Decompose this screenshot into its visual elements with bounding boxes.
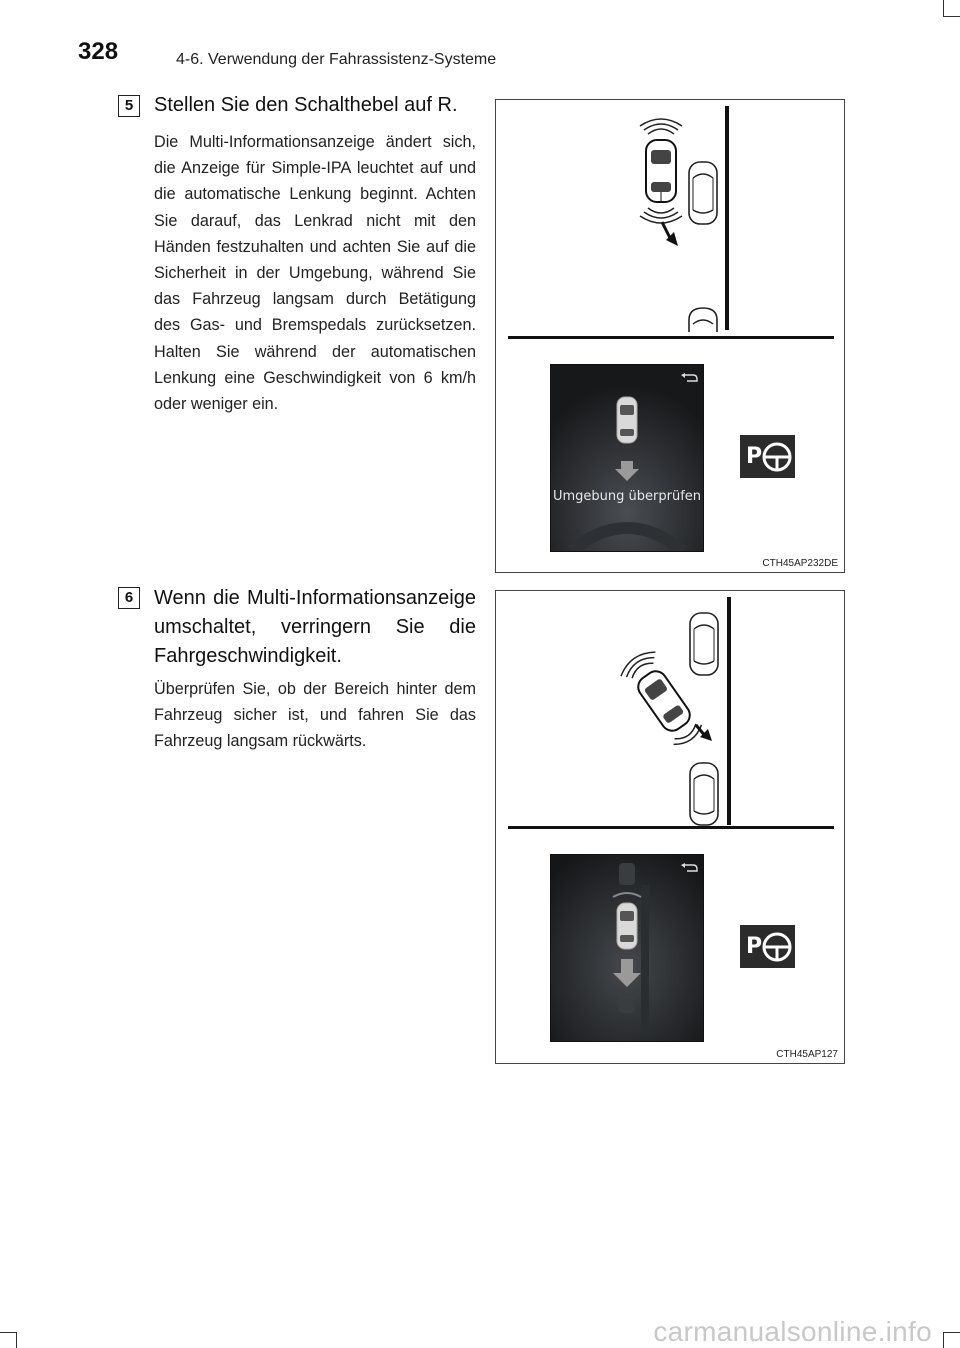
step-number-badge: 6 bbox=[118, 587, 140, 609]
steering-wheel-p-icon bbox=[740, 435, 795, 478]
section-title: 4-6. Verwendung der Fahrassistenz-Systeme bbox=[176, 51, 497, 68]
step-body: Überprüfen Sie, ob der Bereich hinter dem Fahrzeug sicher ist, und fahren Sie das Fahrzeug langsam rückwärts. bbox=[154, 680, 476, 751]
display-graphics bbox=[551, 365, 703, 551]
page-number: 328 bbox=[78, 38, 119, 65]
figure-parking-step-6 bbox=[495, 590, 845, 1064]
crop-mark bbox=[16, 1332, 17, 1348]
crop-mark bbox=[943, 16, 960, 17]
own-car-icon bbox=[640, 119, 682, 223]
crop-mark bbox=[943, 1332, 944, 1348]
display-message: Umgebung überprüfen bbox=[552, 489, 702, 504]
car-icon bbox=[617, 397, 637, 443]
step-title: Stellen Sie den Schalthebel auf R. bbox=[154, 94, 458, 116]
crop-mark bbox=[0, 1332, 16, 1333]
step-body: Die Multi-Informationsanzeige ändert sich, die Anzeige für Simple-IPA leuchtet auf und die automatische Lenkung beginnt. Achten Sie darauf, das Lenkrad nicht mit den Händen festzuhalten und achten Sie auf die Sicherheit in der Umgebung, während Sie das Fahrzeug langsam durch Betätigung des Gas- und Bremspedals zurücksetzen. Halten Sie während der automatischen Lenkung eine Geschwindigkeit von 6 km/h oder weniger ein. bbox=[154, 133, 476, 414]
parked-car-icon bbox=[689, 162, 717, 224]
parked-car-icon bbox=[689, 308, 717, 332]
figure-code: CTH45AP127 bbox=[776, 1049, 838, 1060]
steering-wheel-p-icon bbox=[740, 925, 795, 968]
figure-parking-step-5 bbox=[495, 99, 845, 573]
display-graphics bbox=[551, 855, 703, 1041]
svg-text:P: P bbox=[746, 444, 763, 469]
parked-car-icon bbox=[690, 763, 718, 825]
multi-information-display bbox=[550, 364, 704, 552]
svg-text:P: P bbox=[746, 934, 763, 959]
step-title: Wenn die Multi-Informationsanzeige umschaltet, verringern Sie die Fahrgeschwindigkeit. bbox=[154, 587, 476, 667]
multi-information-display bbox=[550, 854, 704, 1042]
figure-code: CTH45AP232DE bbox=[762, 558, 838, 569]
step-number-badge: 5 bbox=[118, 95, 140, 117]
crop-mark bbox=[943, 1332, 960, 1333]
watermark: carmanualsonline.info bbox=[653, 1316, 932, 1347]
arrow-down-icon bbox=[696, 725, 712, 741]
parked-car-icon bbox=[690, 613, 718, 675]
arrow-down-icon bbox=[662, 222, 678, 246]
crop-mark bbox=[943, 0, 944, 16]
